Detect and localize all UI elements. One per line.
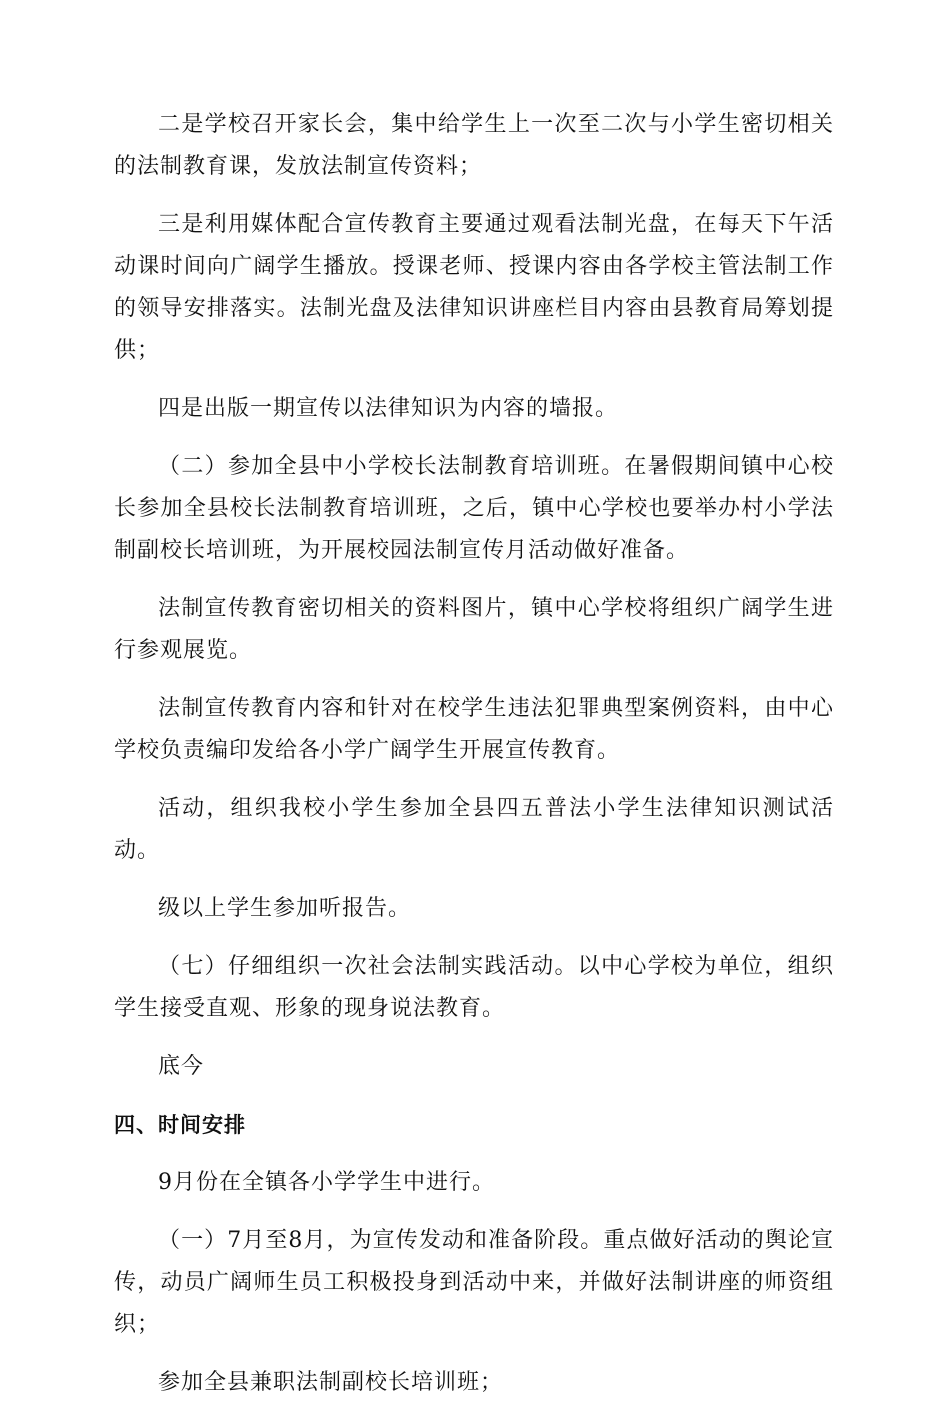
paragraph-vice-principal-training: 参加全县兼职法制副校长培训班； bbox=[158, 1370, 504, 1395]
paragraph-fragment: 底今 bbox=[158, 1054, 205, 1079]
paragraph-parents-meeting: 二是学校召开家长会，集中给学生上一次至二次与小学生密切相关的法制教育课，发放法制宣传资料； bbox=[114, 112, 834, 179]
section-heading-schedule: 四、时间安排 bbox=[114, 1113, 246, 1137]
paragraph-wall-newspaper: 四是出版一期宣传以法律知识为内容的墙报。 bbox=[158, 396, 619, 421]
paragraph-social-practice: （七）仔细组织一次社会法制实践活动。以中心学校为单位，组织学生接受直观、形象的现身说法教育。 bbox=[114, 954, 834, 1021]
paragraph-principal-training: （二）参加全县中小学校长法制教育培训班。在暑假期间镇中心校长参加全县校长法制教育培训班，之后，镇中心学校也要举办村小学法制副校长培训班，为开展校园法制宣传月活动做好准备。 bbox=[114, 454, 834, 563]
paragraph-knowledge-test: 活动，组织我校小学生参加全县四五普法小学生法律知识测试活动。 bbox=[114, 796, 834, 863]
paragraph-september: 9月份在全镇各小学学生中进行。 bbox=[158, 1170, 495, 1195]
paragraph-media-education: 三是利用媒体配合宣传教育主要通过观看法制光盘，在每天下午活动课时间向广阔学生播放。授课老师、授课内容由各学校主管法制工作的领导安排落实。法制光盘及法律知识讲座栏目内容由县教育局筹划提供； bbox=[114, 212, 834, 363]
document-body bbox=[114, 104, 834, 1420]
paragraph-report-attendance: 级以上学生参加听报告。 bbox=[158, 896, 412, 921]
paragraph-july-august: （一）7月至8月，为宣传发动和准备阶段。重点做好活动的舆论宣传，动员广阔师生员工积极投身到活动中来，并做好法制讲座的师资组织； bbox=[114, 1228, 834, 1337]
paragraph-case-materials: 法制宣传教育内容和针对在校学生违法犯罪典型案例资料，由中心学校负责编印发给各小学广阔学生开展宣传教育。 bbox=[114, 696, 834, 763]
paragraph-picture-exhibition: 法制宣传教育密切相关的资料图片，镇中心学校将组织广阔学生进行参观展览。 bbox=[114, 596, 834, 663]
